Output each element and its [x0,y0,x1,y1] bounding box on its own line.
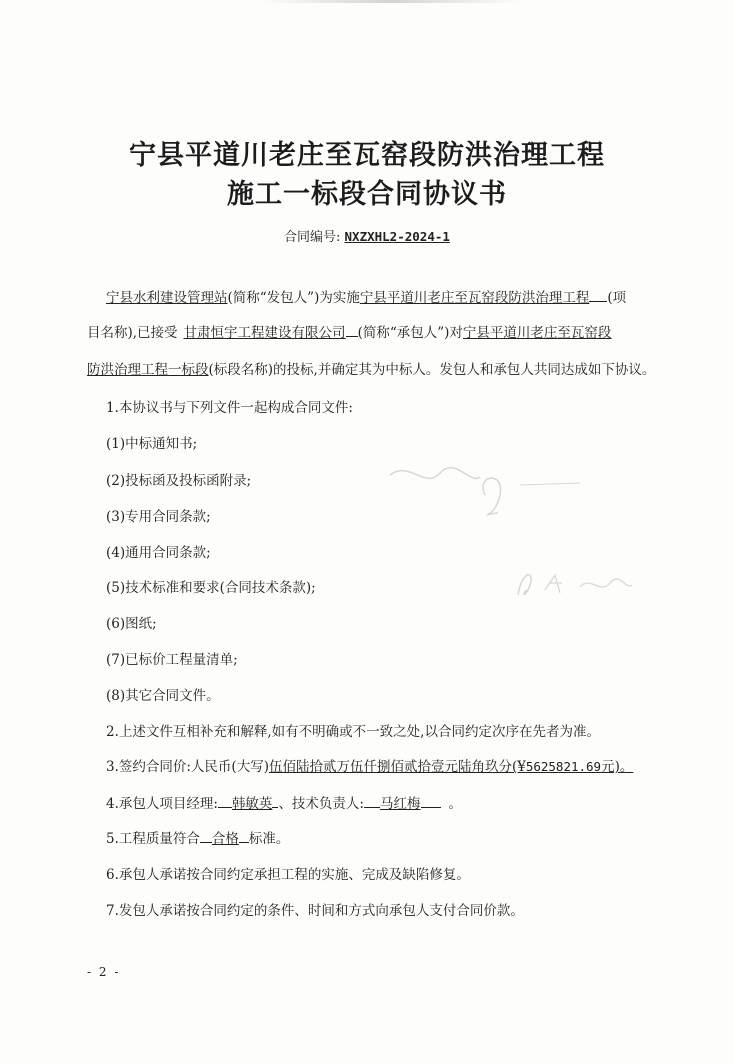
page-number: - 2 - [87,965,121,979]
document-title-line2: 施工一标段合同协议书 [227,179,507,210]
contract-number-label: 合同编号: [284,230,341,245]
clause-6: 6.承包人承诺按合同约定承担工程的实施、完成及缺陷修复。 [106,867,470,883]
document-item-4: (4)通用合同条款; [106,545,211,561]
bleed-through-scribble-icon [380,455,600,525]
technical-lead-name: 马红梅 [380,796,421,812]
clause-3: 3.签约合同价:人民币(大写)伍佰陆拾贰万伍仟捌佰贰拾壹元陆角玖分(¥5625821.69元)。 [106,759,634,775]
clause-7: 7.发包人承诺按合同约定的条件、时间和方式向承包人支付合同价款。 [106,903,524,919]
intro-line-3: 防洪治理工程一标段(标段名称)的投标,并确定其为中标人。发包人和承包人共同达成如下协议。 [87,362,656,378]
contract-number [284,226,454,245]
project-manager-name: 韩敏英 [231,796,273,812]
contractor-name: 甘肃恒宇工程建设有限公司 [183,325,346,341]
project-name: 宁县平道川老庄至瓦窑段防洪治理工程 [359,290,590,306]
intro-line-1: 宁县水利建设管理站(简称“发包人”)为实施宁县平道川老庄至瓦窑段防洪治理工程 (项 [106,290,627,306]
employer-name: 宁县水利建设管理站 [106,290,228,306]
contract-amount-number: 5625821.69 [525,759,602,774]
contract-number-value: NXZXHL2-2024-1 [344,229,450,244]
project-name-part2: 防洪治理工程一标段 [87,362,209,378]
document-item-7: (7)已标价工程量清单; [106,652,238,668]
clause-5: 5.工程质量符合 合格 标准。 [106,831,290,847]
document-item-2: (2)投标函及投标函附录; [106,473,252,489]
clause-4: 4.承包人项目经理: 韩敏英 、技术负责人: 马红梅 。 [106,796,462,812]
scan-edge-mark [260,0,520,3]
contract-amount-words: 伍佰陆拾贰万伍仟捌佰贰拾壹元陆角玖分 [268,759,512,775]
document-item-1: (1)中标通知书; [106,436,198,452]
intro-line-2: 目名称),已接受 甘肃恒宇工程建设有限公司 (简称“承包人”)对宁县平道川老庄至瓦窑段 [87,325,612,341]
document-title-line1: 宁县平道川老庄至瓦窑段防洪治理工程 [129,140,605,171]
project-name-part1: 宁县平道川老庄至瓦窑段 [462,325,612,341]
document-item-5: (5)技术标准和要求(合同技术条款); [106,580,316,596]
clause-2: 2.上述文件互相补充和解释,如有不明确或不一致之处,以合同约定次序在先者为准。 [106,724,600,740]
quality-standard: 合格 [211,831,239,847]
document-item-3: (3)专用合同条款; [106,509,211,525]
document-item-6: (6)图纸; [106,616,157,632]
bleed-through-signature-icon [510,565,640,605]
clause-1: 1.本协议书与下列文件一起构成合同文件: [106,400,353,416]
document-item-8: (8)其它合同文件。 [106,688,220,704]
